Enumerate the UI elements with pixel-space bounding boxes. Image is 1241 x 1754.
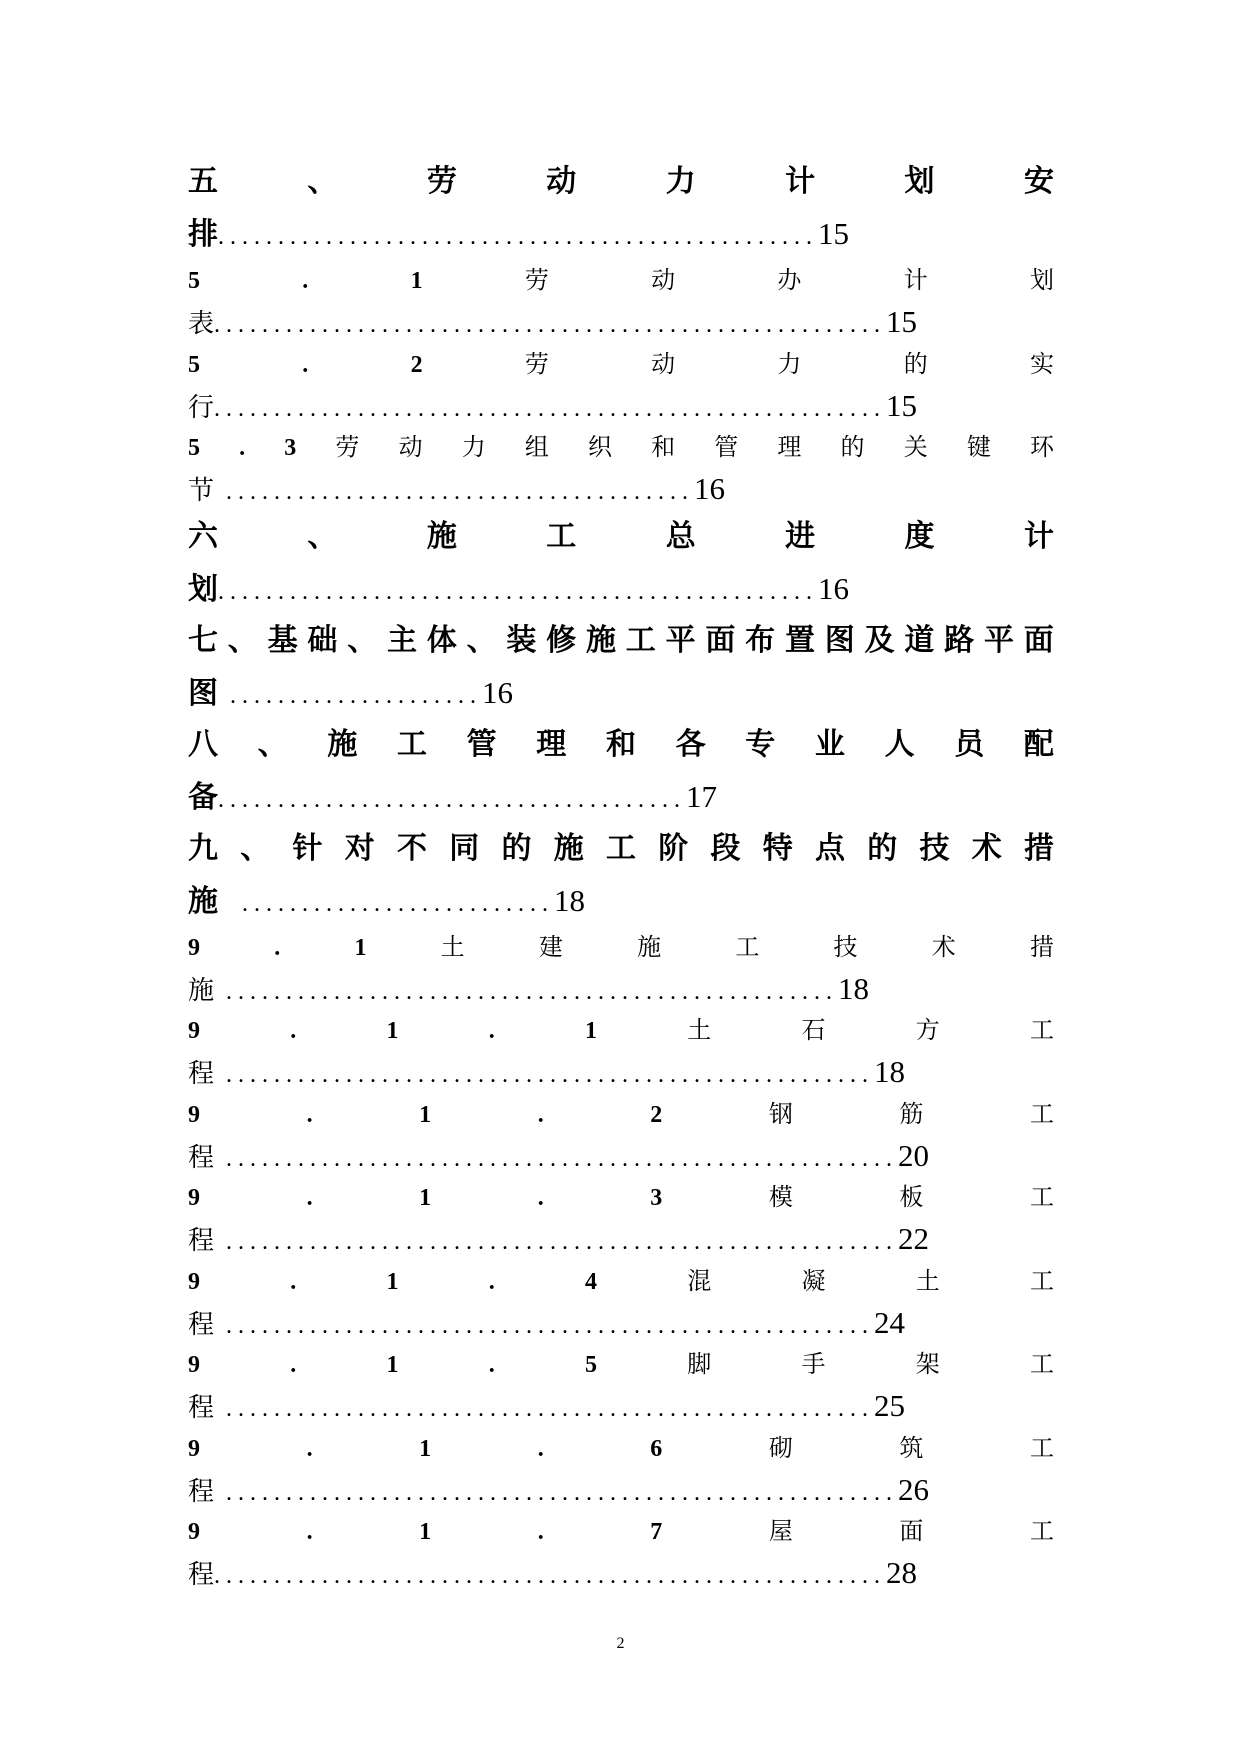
title-char: 工 <box>546 518 577 554</box>
title-char: 脚 <box>687 1350 712 1378</box>
dot-leader: ........................................................ <box>214 312 887 338</box>
title-char: 5 <box>585 1352 597 1378</box>
dot-leader: ........................................................ <box>214 1145 899 1172</box>
toc-entry-leader-line <box>188 563 1054 615</box>
title-char: 3 <box>650 1185 663 1211</box>
title-char: 组 <box>524 433 549 461</box>
toc-entry-leader-line <box>188 1468 1054 1512</box>
toc-entry-leader-line <box>188 1050 1054 1094</box>
title-char: 七 <box>188 622 218 658</box>
title-char: 9 <box>188 934 200 961</box>
title-char: 劳 <box>335 433 360 461</box>
title-char: 员 <box>954 726 985 762</box>
title-char: 实 <box>1029 349 1054 378</box>
title-char: . <box>537 1519 544 1545</box>
title-char: 筋 <box>899 1099 924 1128</box>
title-char: 1 <box>585 1018 597 1044</box>
toc-entry <box>188 1010 1054 1094</box>
title-char: 六 <box>188 518 218 554</box>
title-char: 总 <box>665 518 696 554</box>
title-char: 专 <box>745 726 776 762</box>
title-char: 计 <box>785 164 816 199</box>
title-char: 技 <box>919 830 950 866</box>
title-char: 1 <box>354 934 367 961</box>
page-number-ref: 26 <box>898 1471 930 1507</box>
page-number-ref: 15 <box>886 387 918 423</box>
toc-entry-leader-line <box>188 967 1054 1011</box>
title-char: . <box>488 1018 495 1044</box>
title-char: 4 <box>585 1268 597 1295</box>
title-char: 工 <box>1029 1099 1054 1128</box>
toc-entry <box>188 1344 1054 1428</box>
toc-entry-title <box>188 615 1054 667</box>
toc-entry-title-end: 施 <box>188 883 218 919</box>
title-char: 管 <box>466 726 497 762</box>
title-char: 各 <box>675 726 706 762</box>
dot-leader: ...................................................... <box>214 1062 875 1088</box>
page-number-ref: 28 <box>886 1555 918 1590</box>
toc-entry-title-end: 表 <box>188 309 215 339</box>
title-char: 1 <box>386 1268 399 1295</box>
dot-leader: ..................... <box>218 682 482 709</box>
title-char: 9 <box>188 1519 200 1545</box>
dot-leader: ........................................................ <box>214 1563 887 1589</box>
title-char: 1 <box>419 1101 432 1128</box>
title-char: 、 <box>257 726 288 762</box>
title-char: 五 <box>188 164 218 199</box>
title-char: . <box>537 1101 544 1128</box>
dot-leader: ....................................... <box>218 786 686 813</box>
toc-entry-title <box>188 1428 1054 1468</box>
title-char: 九 <box>188 830 218 866</box>
title-char: 力 <box>665 164 696 199</box>
title-char: 础 <box>307 622 338 658</box>
title-char: 键 <box>966 433 991 461</box>
toc-entry-leader-line <box>188 208 1054 260</box>
title-char: . <box>302 351 309 378</box>
toc-entry-title-end: 行 <box>188 392 215 423</box>
toc-entry-title-end: 程 <box>188 1476 215 1507</box>
toc-entry-title <box>188 1261 1054 1301</box>
toc-entry-leader-line <box>188 467 1054 511</box>
title-char: 、 <box>227 622 258 658</box>
toc-entry <box>188 511 1054 615</box>
toc-entry <box>188 823 1054 927</box>
dot-leader: .................................................. <box>218 578 818 605</box>
toc-entry-leader-line <box>188 1134 1054 1178</box>
title-char: 不 <box>397 830 427 866</box>
title-char: 织 <box>587 433 612 461</box>
title-char: 术 <box>931 932 956 961</box>
page-number-ref: 18 <box>874 1054 906 1089</box>
title-char: 及 <box>864 622 895 658</box>
title-char: 建 <box>538 932 563 961</box>
toc-entry-title-end: 程 <box>188 1142 215 1173</box>
title-char: 动 <box>546 164 577 199</box>
page-number-ref: 15 <box>886 304 918 339</box>
title-char: . <box>537 1435 544 1462</box>
toc-entry-title <box>188 156 1054 208</box>
title-char: 度 <box>904 518 935 554</box>
title-char: 关 <box>903 433 928 461</box>
title-char: 工 <box>1030 1266 1054 1295</box>
title-char: 布 <box>745 622 776 658</box>
title-char: 7 <box>650 1519 663 1545</box>
title-char: . <box>290 1352 297 1378</box>
title-char: 5 <box>188 435 200 461</box>
dot-leader: ........................................................ <box>214 395 887 422</box>
title-char: 措 <box>1024 830 1054 866</box>
title-char: 对 <box>344 830 375 866</box>
page-number-ref: 22 <box>898 1221 930 1256</box>
title-char: 动 <box>398 433 423 461</box>
title-char: 力 <box>461 433 486 461</box>
title-char: 板 <box>899 1183 924 1211</box>
title-char: 工 <box>1029 1183 1054 1211</box>
dot-leader: ........................................................ <box>214 1229 899 1255</box>
page-number-ref: 25 <box>874 1388 906 1423</box>
toc-entry <box>188 1261 1054 1345</box>
toc-entry-leader-line <box>188 875 1054 927</box>
toc-entry-title-end: 排 <box>188 217 218 252</box>
toc-entry-title-end: 程 <box>188 1059 215 1089</box>
title-char: 、 <box>240 830 271 866</box>
toc-entry <box>188 427 1054 511</box>
title-char: 、 <box>347 622 378 658</box>
title-char: 、 <box>307 164 338 199</box>
title-char: 针 <box>292 830 323 866</box>
title-char: 和 <box>605 726 636 762</box>
title-char: 施 <box>637 932 662 961</box>
toc-entry <box>188 1094 1054 1178</box>
title-char: 施 <box>553 830 584 866</box>
title-char: 平 <box>665 622 696 658</box>
title-char: 工 <box>1030 1016 1054 1044</box>
title-char: 筑 <box>899 1433 924 1462</box>
title-char: 技 <box>833 932 858 961</box>
dot-leader: ...................................................... <box>214 1396 875 1422</box>
title-char: 、 <box>466 622 497 658</box>
title-char: . <box>274 934 281 961</box>
title-char: 体 <box>426 622 457 658</box>
title-char: 工 <box>1029 1517 1054 1545</box>
title-char: . <box>306 1519 313 1545</box>
toc-entry-leader-line <box>188 300 1054 344</box>
title-char: 阶 <box>658 830 689 866</box>
page-number-ref: 15 <box>818 216 849 251</box>
title-char: . <box>290 1018 297 1044</box>
title-char: 9 <box>188 1018 200 1044</box>
title-char: 安 <box>1023 164 1054 199</box>
title-char: 3 <box>284 435 297 461</box>
toc-entry <box>188 615 1054 719</box>
title-char: 动 <box>651 349 676 378</box>
toc-entry <box>188 927 1054 1011</box>
title-char: 的 <box>903 349 928 378</box>
toc-entry-leader-line <box>188 667 1054 719</box>
toc-entry-leader-line <box>188 771 1054 823</box>
toc-entry <box>188 719 1054 823</box>
title-char: 施 <box>585 622 616 658</box>
toc-entry <box>188 1428 1054 1512</box>
title-char: 置 <box>784 622 815 658</box>
toc-entry-title-end: 程 <box>188 1393 215 1423</box>
title-char: 劳 <box>426 164 457 199</box>
title-char: 5 <box>188 268 200 294</box>
toc-entry-title <box>188 427 1054 467</box>
title-char: 1 <box>419 1435 432 1462</box>
toc-entry <box>188 156 1054 260</box>
title-char: 基 <box>267 622 298 658</box>
toc-entry-leader-line <box>188 1551 1054 1595</box>
title-char: 5 <box>188 351 200 378</box>
toc-entry-title <box>188 927 1054 967</box>
dot-leader: ....................................... <box>214 479 695 505</box>
title-char: 点 <box>815 830 845 866</box>
dot-leader: .......................... <box>218 890 554 917</box>
title-char: 进 <box>785 518 816 554</box>
title-char: 工 <box>606 830 636 866</box>
page-number-ref: 17 <box>686 778 717 814</box>
title-char: 混 <box>687 1266 712 1295</box>
title-char: . <box>537 1185 544 1211</box>
title-char: 劳 <box>524 266 549 294</box>
title-char: 计 <box>903 266 928 294</box>
toc-entry-title-end: 程 <box>188 1309 215 1340</box>
page-number-ref: 20 <box>898 1137 930 1173</box>
toc-entry-title <box>188 1094 1054 1134</box>
title-char: 6 <box>650 1435 663 1462</box>
title-char: 办 <box>777 266 802 294</box>
title-char: 屋 <box>768 1517 793 1545</box>
title-char: 1 <box>419 1185 432 1211</box>
title-char: 模 <box>768 1183 793 1211</box>
toc-entry-leader-line <box>188 1301 1054 1345</box>
title-char: 1 <box>419 1519 432 1545</box>
title-char: 和 <box>651 433 676 461</box>
title-char: 计 <box>1023 518 1054 554</box>
title-char: . <box>290 1268 297 1295</box>
title-char: 1 <box>386 1018 399 1044</box>
toc-entry-title-end: 节 <box>188 476 215 506</box>
title-char: . <box>488 1268 495 1295</box>
title-char: 架 <box>915 1350 940 1378</box>
title-char: 2 <box>650 1101 663 1128</box>
toc-entry <box>188 344 1054 428</box>
title-char: 道 <box>904 622 935 658</box>
page-number-ref: 18 <box>554 882 585 918</box>
title-char: 理 <box>777 433 802 461</box>
title-char: 土 <box>687 1016 712 1044</box>
title-char: 主 <box>386 622 417 658</box>
title-char: 方 <box>915 1016 940 1044</box>
title-char: 9 <box>188 1352 200 1378</box>
title-char: 动 <box>651 266 676 294</box>
title-char: 图 <box>824 622 855 658</box>
title-char: 面 <box>705 622 736 658</box>
page-number-ref: 16 <box>482 674 513 710</box>
title-char: . <box>488 1352 495 1378</box>
toc-entry-title <box>188 344 1054 384</box>
toc-entry-leader-line <box>188 1217 1054 1261</box>
dot-leader: ................................................... <box>214 978 839 1005</box>
title-char: 段 <box>710 830 741 866</box>
dot-leader: ...................................................... <box>214 1312 875 1339</box>
title-char: . <box>306 1185 313 1211</box>
title-char: 人 <box>884 726 915 762</box>
title-char: 工 <box>396 726 427 762</box>
title-char: 石 <box>801 1016 826 1044</box>
page-number-ref: 18 <box>838 970 870 1006</box>
title-char: 划 <box>1029 266 1054 294</box>
title-char: 凝 <box>801 1266 826 1295</box>
title-char: 9 <box>188 1435 200 1462</box>
toc-entry-title <box>188 260 1054 300</box>
toc-entry-title <box>188 1177 1054 1217</box>
title-char: 业 <box>814 726 845 762</box>
title-char: . <box>306 1101 313 1128</box>
title-char: 9 <box>188 1101 200 1128</box>
title-char: . <box>302 268 309 294</box>
title-char: 平 <box>983 622 1014 658</box>
page-number-ref: 16 <box>818 570 849 606</box>
title-char: 面 <box>1023 622 1054 658</box>
toc-entry-leader-line <box>188 384 1054 428</box>
title-char: 的 <box>840 433 865 461</box>
toc-entry-title <box>188 1344 1054 1384</box>
title-char: 工 <box>1030 1350 1054 1378</box>
page-footer-number: 2 <box>616 1635 625 1652</box>
title-char: 、 <box>307 518 338 554</box>
title-char: 工 <box>735 932 760 961</box>
toc-entry-title-end: 程 <box>188 1560 215 1590</box>
title-char: 术 <box>971 830 1002 866</box>
title-char: 劳 <box>524 349 549 378</box>
toc-entry-title <box>188 511 1054 563</box>
title-char: 手 <box>801 1350 826 1378</box>
title-char: 同 <box>449 830 480 866</box>
toc-entry-title <box>188 719 1054 771</box>
title-char: 面 <box>899 1517 924 1545</box>
title-char: 施 <box>327 726 358 762</box>
title-char: 9 <box>188 1185 200 1211</box>
title-char: 施 <box>426 518 457 554</box>
title-char: 1 <box>410 268 423 294</box>
toc-entry <box>188 1511 1054 1595</box>
title-char: 管 <box>714 433 739 461</box>
title-char: 力 <box>777 349 802 378</box>
title-char: 的 <box>501 830 532 866</box>
title-char: 1 <box>386 1352 399 1378</box>
page-number-ref: 16 <box>694 471 726 506</box>
title-char: 理 <box>536 726 567 762</box>
title-char: 八 <box>188 726 218 762</box>
title-char: . <box>306 1435 313 1462</box>
title-char: 钢 <box>768 1099 793 1128</box>
toc-entry-title-end: 划 <box>188 571 218 607</box>
toc-entry-title-end: 图 <box>188 675 218 711</box>
toc-entry-title-end: 备 <box>188 779 218 815</box>
table-of-contents <box>188 156 1054 1595</box>
toc-entry <box>188 260 1054 344</box>
title-char: 修 <box>546 622 577 658</box>
title-char: 特 <box>762 830 793 866</box>
title-char: 划 <box>904 164 935 199</box>
title-char: 9 <box>188 1268 200 1295</box>
toc-entry-title-end: 程 <box>188 1226 215 1256</box>
title-char: 配 <box>1023 726 1054 762</box>
toc-entry-title <box>188 823 1054 875</box>
title-char: 装 <box>506 622 537 658</box>
title-char: 的 <box>867 830 898 866</box>
title-char: 土 <box>915 1266 940 1295</box>
title-char: 砌 <box>768 1433 793 1462</box>
page-number-ref: 24 <box>874 1304 906 1340</box>
title-char: 工 <box>1029 1433 1054 1462</box>
title-char: 路 <box>944 622 975 658</box>
toc-entry-title-end: 施 <box>188 975 215 1006</box>
title-char: 土 <box>440 932 465 961</box>
title-char: . <box>239 435 246 461</box>
toc-entry <box>188 1177 1054 1261</box>
dot-leader: ........................................................ <box>214 1479 899 1506</box>
toc-entry-title <box>188 1511 1054 1551</box>
toc-entry-leader-line <box>188 1384 1054 1428</box>
title-char: 措 <box>1029 932 1054 961</box>
title-char: 工 <box>625 622 656 658</box>
toc-entry-title <box>188 1010 1054 1050</box>
title-char: 2 <box>410 351 423 378</box>
title-char: 环 <box>1029 433 1054 461</box>
dot-leader: .................................................. <box>218 224 818 250</box>
